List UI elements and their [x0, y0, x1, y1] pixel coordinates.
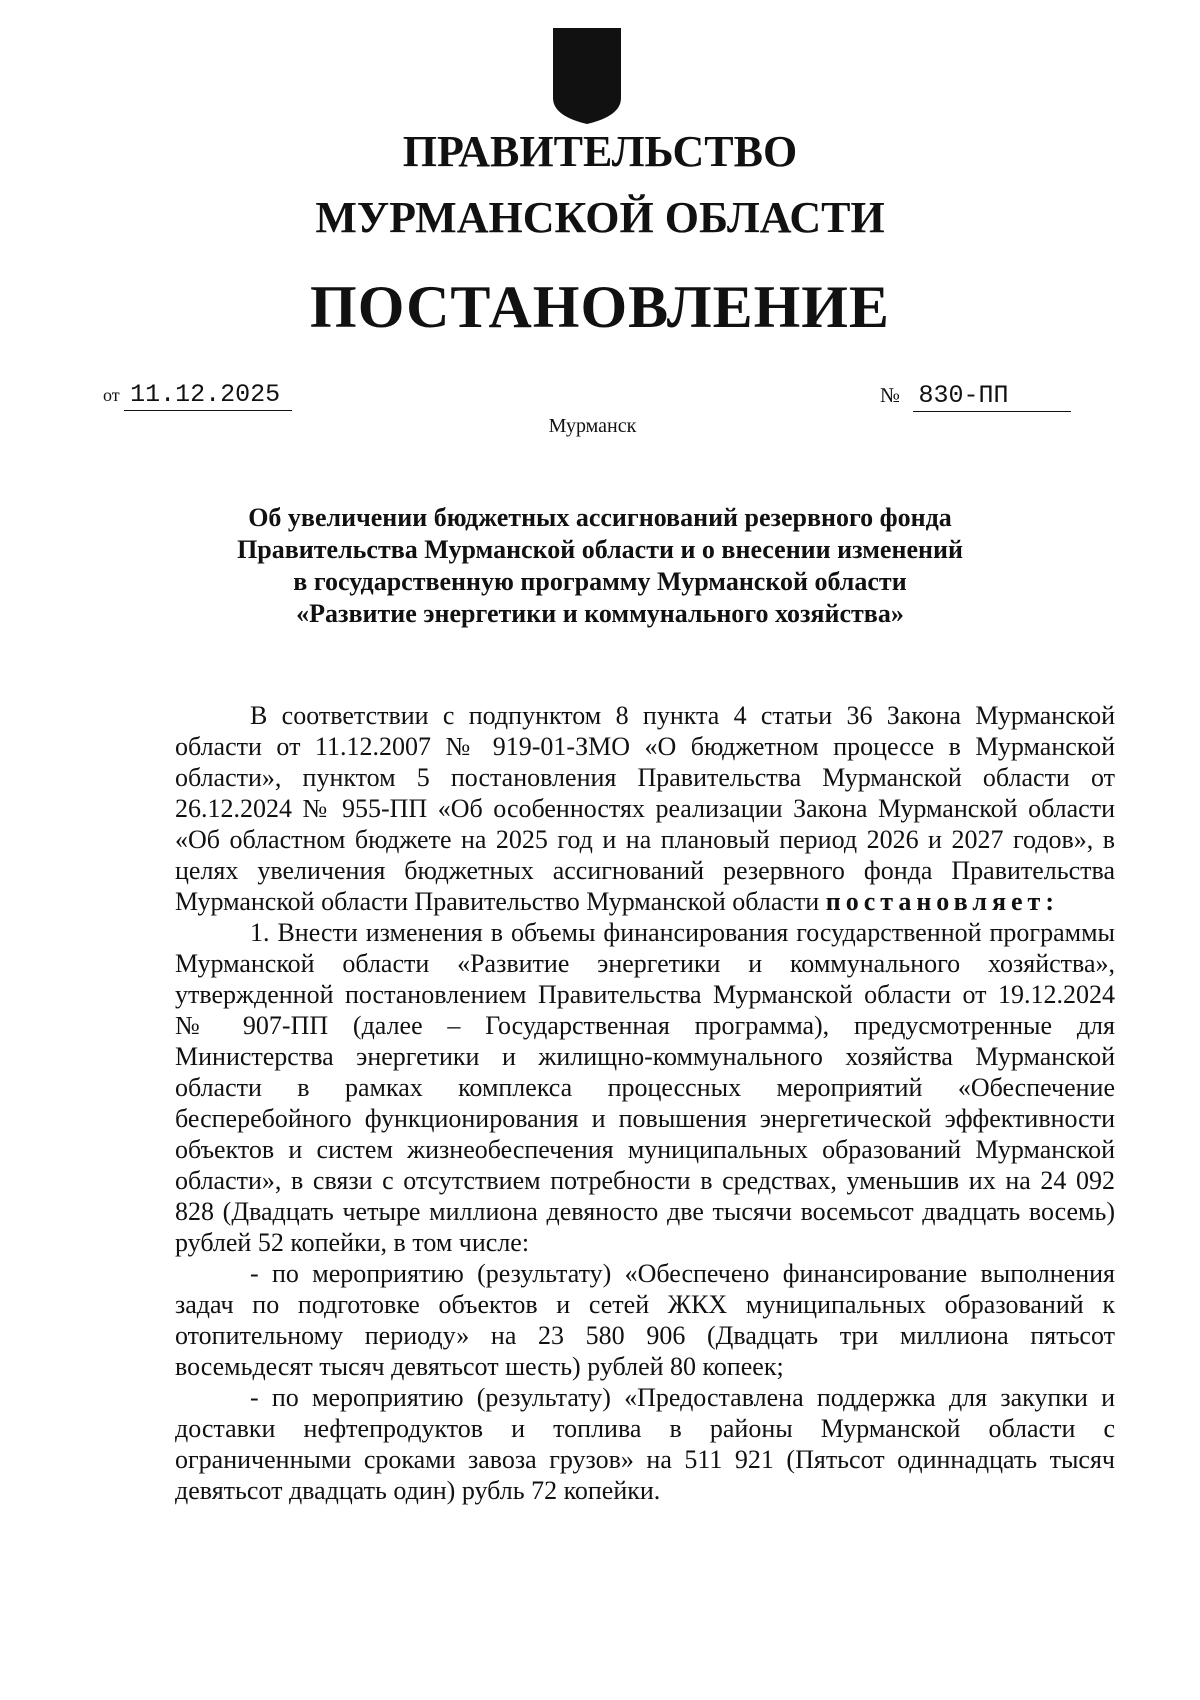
document-date: 11.12.2025	[124, 380, 292, 411]
document-body	[175, 700, 1115, 1506]
title-line: Правительства Мурманской области и о внесении изменений	[237, 535, 963, 564]
intro-text: В соответствии с подпунктом 8 пункта 4 статьи 36 Закона Мурманской области от 11.12.2007 № 919-01-ЗМО «О бюджетном процессе в Мурманской области», пунктом 5 постановления Правительства Мурманской области от 26.12.2024 № 955-ПП «Об особенностях реализации Закона Мурманской области «Об областном бюджете на 2025 год и на плановый период 2026 и 2027 годов», в целях увеличения бюджетных ассигнований резервного фонда Правительства Мурманской области Правительство Мурманской области	[175, 701, 1115, 916]
document-type: ПОСТАНОВЛЕНИЕ	[310, 274, 890, 340]
title-line: «Развитие энергетики и коммунального хозяйства»	[296, 599, 904, 628]
intro-paragraph	[175, 700, 1115, 917]
title-line: в государственную программу Мурманской области	[293, 567, 907, 596]
city: Мурманск	[548, 415, 637, 437]
document-number: 830-ПП	[913, 381, 1071, 412]
decree-word: постановляет:	[825, 887, 1059, 916]
coat-of-arms-icon	[551, 28, 623, 124]
title-line: Об увеличении бюджетных ассигнований резервного фонда	[248, 503, 952, 532]
sub-item-2-paragraph: - по мероприятию (результату) «Предоставлена поддержка для закупки и доставки нефтепродуктов и топлива в районы Мурманской области с ограниченными сроками завоза грузов» на 511 921 (Пятьсот одиннадцать тысяч девятьсот двадцать один) рубль 72 копейки.	[175, 1383, 1115, 1505]
sub-item-1-paragraph: - по мероприятию (результату) «Обеспечено финансирование выполнения задач по подготовке объектов и сетей ЖКХ муниципальных образований к отопительному периоду» на 23 580 906 (Двадцать три миллиона пятьсот восемьдесят тысяч девятьсот шесть) рублей 80 копеек;	[175, 1259, 1115, 1381]
date-label: от	[103, 385, 120, 405]
number-label: №	[880, 383, 901, 407]
org-name-line1: ПРАВИТЕЛЬСТВО	[402, 127, 798, 176]
date-block	[103, 380, 292, 411]
document-title	[150, 502, 1050, 630]
org-name-line2: МУРМАНСКОЙ ОБЛАСТИ	[315, 193, 885, 242]
item-1-paragraph: 1. Внести изменения в объемы финансирования государственной программы Мурманской области «Развитие энергетики и коммунального хозяйства», утвержденной постановлением Правительства Мурманской области от 19.12.2024 № 907-ПП (далее – Государственная программа), предусмотренные для Министерства энергетики и жилищно-коммунального хозяйства Мурманской области в рамках комплекса процессных мероприятий «Обеспечение бесперебойного функционирования и повышения энергетической эффективности объектов и систем жизнеобеспечения муниципальных образований Мурманской области», в связи с отсутствием потребности в средствах, уменьшив их на 24 092 828 (Двадцать четыре миллиона девяносто две тысячи восемьсот двадцать восемь) рублей 52 копейки, в том числе:	[175, 918, 1115, 1257]
number-block	[880, 380, 1071, 412]
